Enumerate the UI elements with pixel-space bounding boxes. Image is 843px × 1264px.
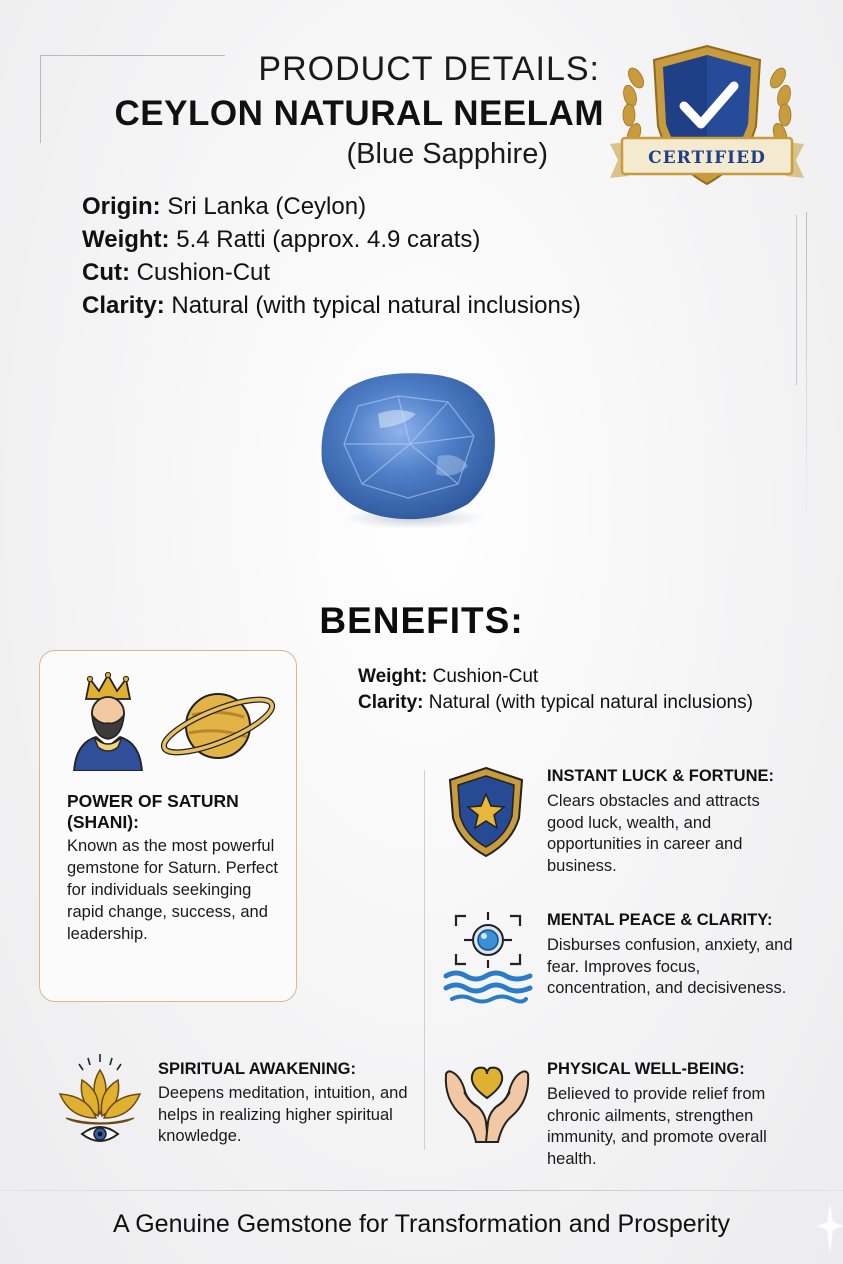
benefit-mental-heading: MENTAL PEACE & CLARITY: (547, 911, 773, 929)
product-specs (82, 190, 581, 322)
benefit-luck-icon-box (446, 766, 526, 863)
spec-clarity: Clarity: Natural (with typical natural inclusions) (82, 292, 581, 319)
summary-weight: Weight: Cushion-Cut (358, 666, 539, 687)
product-subtitle: (Blue Sapphire) (346, 138, 548, 170)
king-icon (74, 672, 142, 771)
sapphire-image (318, 366, 502, 532)
badge-label: CERTIFIED (648, 148, 766, 168)
benefits-title: BENEFITS: (319, 600, 524, 641)
saturn-planet-icon (158, 689, 278, 762)
spec-origin: Origin: Sri Lanka (Ceylon) (82, 193, 367, 220)
footer-divider (0, 1190, 843, 1191)
frame-line-right-inner (796, 215, 797, 385)
benefit-mental-icon-box (442, 910, 534, 1009)
benefit-luck-heading: INSTANT LUCK & FORTUNE: (547, 767, 775, 785)
lotus-eye-icon (52, 1052, 148, 1148)
certified-shield-icon (606, 38, 808, 196)
benefit-luck-text: Clears obstacles and attracts good luck, wealth, and opportunities in career and business. (547, 792, 760, 875)
saturn-text: Known as the most powerful gemstone for Saturn. Perfect for individuals seekinging rapid change, success, and leadership. (67, 837, 278, 943)
sparkle-icon (800, 1198, 843, 1258)
product-name: CEYLON NATURAL NEELAM (114, 94, 604, 133)
benefits-summary (358, 664, 753, 716)
sparkle-decoration (800, 1198, 843, 1258)
benefit-spiritual-icon-box (52, 1052, 148, 1153)
star-shield-icon (446, 766, 526, 858)
footer-tagline: A Genuine Gemstone for Transformation and Prosperity (113, 1210, 730, 1238)
divider-vertical (424, 770, 425, 1150)
benefit-physical-heading: PHYSICAL WELL-BEING: (547, 1060, 745, 1078)
benefit-physical-icon-box (440, 1058, 534, 1153)
summary-clarity: Clarity: Natural (with typical natural inclusions) (358, 692, 753, 713)
saturn-card-icons (68, 671, 278, 771)
page-title: PRODUCT DETAILS: (258, 50, 600, 88)
benefit-spiritual-text: Deepens meditation, intuition, and helps in realizing higher spiritual knowledge. (158, 1084, 408, 1145)
focus-water-icon (442, 910, 534, 1004)
blue-sapphire-gem (318, 366, 502, 532)
saturn-benefit-card (39, 650, 297, 1002)
benefit-mental-text: Disburses confusion, anxiety, and fear. Improves focus, concentration, and decisiveness. (547, 936, 793, 997)
frame-line-right (806, 212, 807, 542)
benefit-physical-text: Believed to provide relief from chronic ailments, strengthen immunity, and promote overall health. (547, 1085, 767, 1168)
heart-hands-icon (440, 1058, 534, 1148)
certified-badge (606, 38, 808, 196)
spec-cut: Cut: Cushion-Cut (82, 259, 271, 286)
benefit-spiritual-heading: SPIRITUAL AWAKENING: (158, 1060, 357, 1078)
saturn-heading: POWER OF SATURN (SHANI): (67, 791, 239, 832)
spec-weight: Weight: 5.4 Ratti (approx. 4.9 carats) (82, 226, 481, 253)
